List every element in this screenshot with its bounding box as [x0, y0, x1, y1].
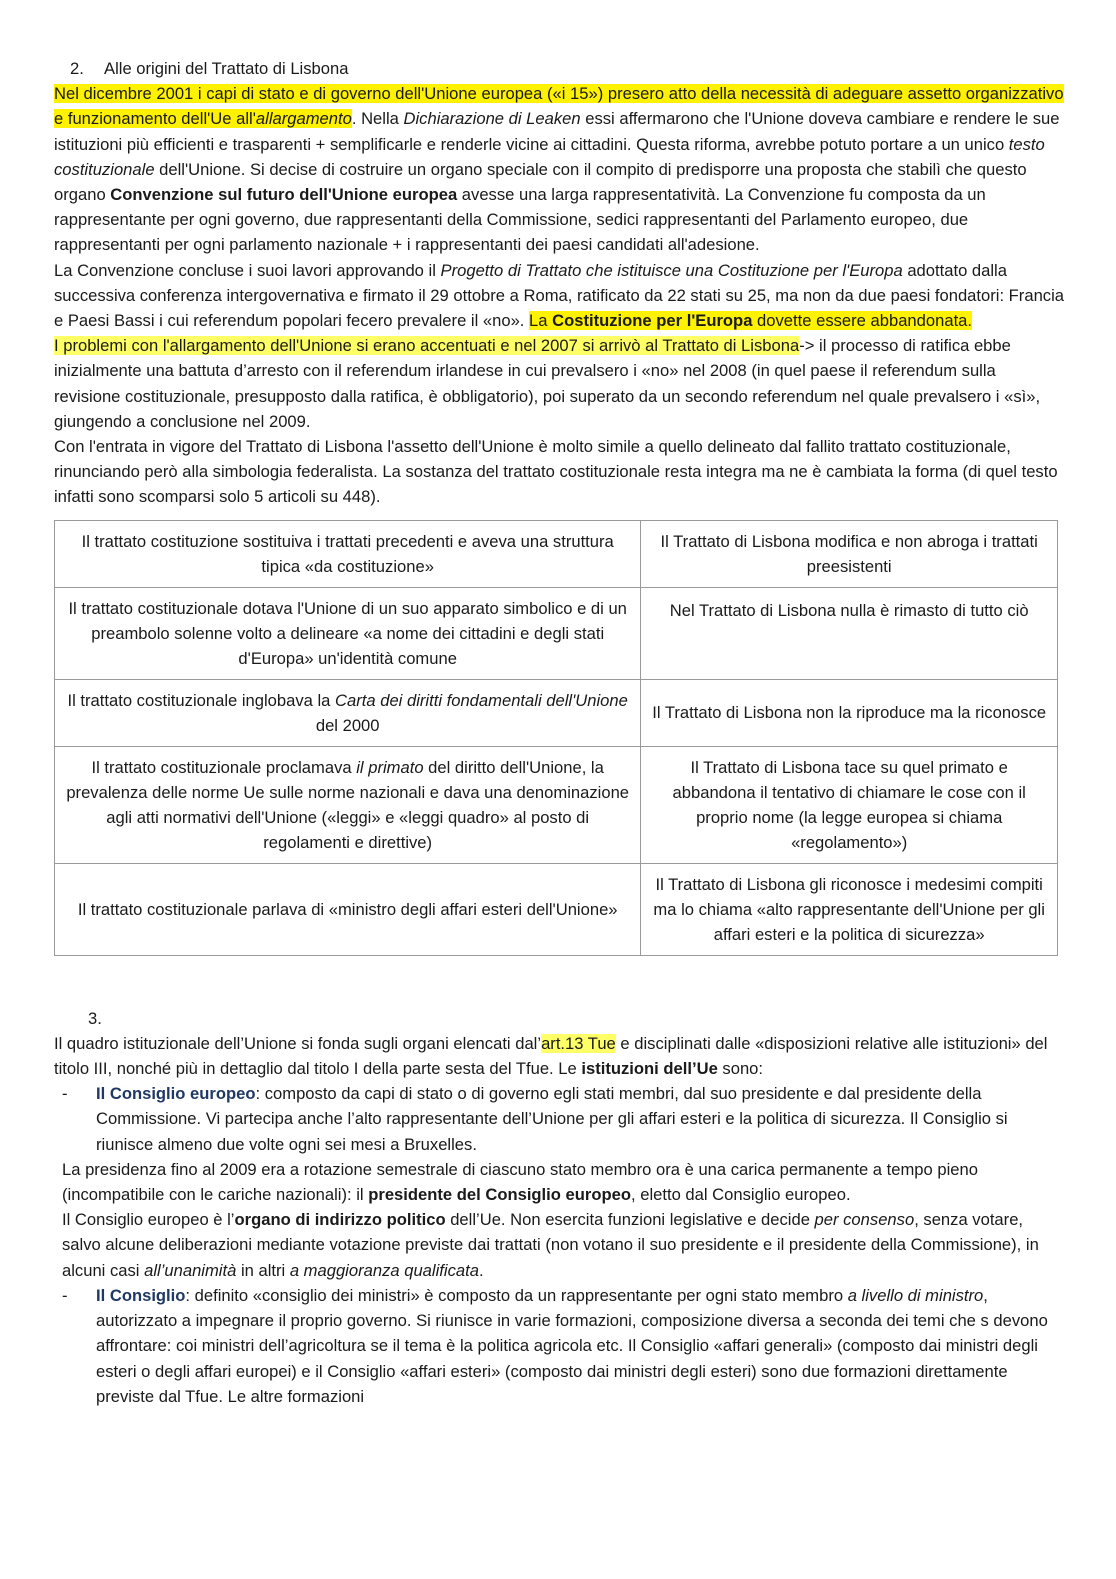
paragraph-istituzioni: [54, 1031, 1064, 1081]
text: del 2000: [315, 715, 380, 735]
table-cell: Il trattato costituzionale dotava l'Unione di un suo apparato simbolico e di un preambolo solenne volto a delineare «a nome dei cittadini e degli stati d'Europa» un'identità comune: [55, 587, 641, 679]
text: : definito «consiglio dei ministri» è composto da un rappresentante per ogni stato membro: [185, 1285, 848, 1305]
text: Il trattato costituzionale proclamava: [91, 757, 357, 777]
table-cell: Il Trattato di Lisbona gli riconosce i medesimi compiti ma lo chiama «alto rappresentante dell'Unione per gli affari esteri e la politica di sicurezza»: [641, 863, 1058, 955]
highlight: art.13 Tue: [541, 1033, 616, 1053]
text: -> il processo di ratifica ebbe inizialmente una battuta d’arresto con il referendum irlandese in cui prevalsero i «no» nel 2008 (in quel paese il referendum sulla revisione costituzionale, presupposto dalla ratifica, è obbligatorio), poi superato da un secondo referendum nel quale prevalsero i «sì», giungendo a conclusione nel 2009.: [54, 336, 1041, 431]
paragraph-leaken: [54, 81, 1064, 257]
bold-term: presidente del Consiglio europeo: [368, 1185, 631, 1205]
table-cell: Nel Trattato di Lisbona nulla è rimasto di tutto ciò: [641, 587, 1058, 679]
text: e disciplinati dalle «disposizioni relative alle istituzioni» del titolo III, nonché più in dettaglio dal titolo I della parte sesta del Tfue. Le: [54, 1033, 1048, 1079]
paragraph-convenzione: [54, 258, 1064, 334]
italic-term: Progetto di Trattato che istituisce una Costituzione per l'Europa: [440, 260, 903, 280]
comparison-table: [54, 520, 1058, 956]
text: dell’Ue. Non esercita funzioni legislative e decide: [445, 1210, 815, 1230]
highlighted-text: La: [529, 311, 553, 331]
table-cell: Il trattato costituzione sostituiva i trattati precedenti e aveva una struttura tipica «da costituzione»: [55, 520, 641, 587]
bold-term: Convenzione sul futuro dell'Unione europea: [110, 185, 458, 205]
italic-term: il primato: [356, 757, 424, 777]
table-row: [55, 587, 1058, 679]
italic-term: a livello di ministro: [847, 1285, 984, 1305]
highlight: [529, 311, 972, 330]
table-cell: [55, 679, 641, 746]
paragraph-lisbona: [54, 333, 1064, 434]
text: , senza votare, salvo alcune deliberazioni mediante votazione previste dai trattati (non votano il suo presidente e il presidente della Commissione), in alcuni casi: [62, 1210, 1039, 1280]
section-number: 3.: [88, 1008, 102, 1028]
table-cell: Il Trattato di Lisbona tace su quel primato e abbandona il tentativo di chiamare le cose con il proprio nome (la legge europea si chiama «regolamento»): [641, 746, 1058, 863]
table-cell: Il Trattato di Lisbona non la riproduce ma la riconosce: [641, 679, 1058, 746]
table-row: [55, 863, 1058, 955]
italic-term: per consenso: [814, 1210, 915, 1230]
text: Il trattato costituzionale inglobava la: [67, 690, 336, 710]
text: , eletto dal Consiglio europeo.: [631, 1185, 851, 1205]
text: del diritto dell'Unione, la prevalenza delle norme Ue sulle norme nazionali e dava una denominazione agli atti normativi dell'Unione («leggi» e «leggi quadro» al posto di regolamenti e direttive): [66, 757, 630, 852]
table-cell: Il Trattato di Lisbona modifica e non abroga i trattati preesistenti: [641, 520, 1058, 587]
section-title: Alle origini del Trattato di Lisbona: [104, 59, 349, 78]
text: in altri: [236, 1260, 290, 1280]
table-cell: [55, 746, 641, 863]
list-dash: -: [62, 1285, 68, 1305]
bold-term: organo di indirizzo politico: [234, 1210, 446, 1230]
text: sono:: [717, 1059, 764, 1079]
text: : composto da capi di stato o di governo egli stati membri, dal suo presidente e dal presidente della Commissione. Vi partecipa anche l’alto rappresentante dell’Unione per gli affari esteri e la politica di sicurezza. Il Consiglio si riunisce almeno due volte ogni sei mesi a Bruxelles.: [96, 1084, 1008, 1154]
highlighted-text: dovette essere abbandonata.: [752, 311, 973, 331]
bold-term: Costituzione per l'Europa: [552, 311, 753, 331]
italic-term: all’unanimità: [144, 1260, 237, 1280]
italic-term: testo costituzionale: [54, 134, 1045, 179]
section-3: [54, 1006, 1064, 1409]
text: essi affermarono che l'Unione doveva cambiare e rendere le sue istituzioni più efficienti e trasparenti + semplificarle e renderle vicine ai cittadini. Questa riforma, avrebbe potuto portare a un unico: [54, 109, 1060, 154]
paragraph-presidenza: [54, 1157, 1064, 1207]
section-number: 2.: [70, 59, 84, 78]
text: , autorizzato a impegnare il proprio governo. Si riunisce in varie formazioni, composizione diversa a seconda dei temi che s devono affrontare: coi ministri dell’agricoltura se il tema è la politica agricola etc. Il Consiglio «affari generali» (composto dai ministri degli esteri o degli affari europei) e il Consiglio «affari esteri» (composto dai ministri degli esteri) sono due formazioni direttamente previste dal Tfue. Le altre formazioni: [96, 1285, 1048, 1406]
paragraph-assetto: Con l'entrata in vigore del Trattato di Lisbona l'assetto dell'Unione è molto simile a quello delineato dal fallito trattato costituzionale, rinunciando però alla simbologia federalista. La sostanza del trattato costituzionale resta integra ma ne è cambiata la forma (di quel testo infatti sono scomparsi solo 5 articoli su 448).: [54, 437, 1058, 507]
highlighted-text: Nel dicembre 2001 i capi di stato e di governo dell'Unione europea («i 15») presero atto della necessità di adeguare assetto organizzativo e funzionamento dell'Ue all': [54, 84, 1064, 129]
section-2-heading: [54, 56, 1064, 81]
italic-term: a maggioranza qualificata: [289, 1260, 479, 1280]
text: . Nella: [351, 109, 404, 129]
list-item: [54, 1283, 1064, 1409]
list-item-text: [96, 1283, 1064, 1409]
term: Il Consiglio: [96, 1285, 186, 1305]
bold-term: istituzioni dell’Ue: [581, 1059, 718, 1079]
table-cell: Il trattato costituzionale parlava di «ministro degli affari esteri dell'Unione»: [55, 863, 641, 955]
table-row: [55, 746, 1058, 863]
text: La Convenzione concluse i suoi lavori approvando il: [54, 260, 441, 280]
term: Il Consiglio europeo: [96, 1084, 256, 1104]
text: avesse una larga rappresentatività. La Convenzione fu composta da un rappresentante per ogni governo, due rappresentanti della Commissione, sedici rappresentanti del Parlamento europeo, due rappresentanti per ogni parlamento nazionale + i rappresentanti dei paesi candidati all'adesione.: [54, 185, 986, 255]
paragraph-indirizzo: [54, 1207, 1064, 1283]
highlight: I problemi con l'allargamento dell'Unione si erano accentuati e nel 2007 si arrivò al Trattato di Lisbona: [54, 336, 800, 356]
table-row: [55, 679, 1058, 746]
text: adottato dalla successiva conferenza intergovernativa e firmato il 29 ottobre a Roma, ratificato da 22 stati su 25, ma non da due paesi fondatori: Francia e Paesi Bassi i cui referendum popolari fecero prevalere il «no».: [54, 260, 1065, 331]
text: Il Consiglio europeo è l’: [62, 1210, 235, 1230]
table-row: [55, 520, 1058, 587]
text: .: [478, 1260, 484, 1280]
list-item: [54, 1081, 1064, 1157]
italic-term: allargamento: [255, 109, 352, 129]
text: Il quadro istituzionale dell’Unione si fonda sugli organi elencati dal’: [54, 1033, 542, 1053]
italic-term: Dichiarazione di Leaken: [403, 109, 581, 129]
text: dell'Unione. Si decise di costruire un organo speciale con il compito di predisporre una proposta che stabilì che questo organo: [54, 159, 1027, 205]
list-dash: -: [62, 1084, 68, 1104]
text: La presidenza fino al 2009 era a rotazione semestrale di ciascuno stato membro ora è una carica permanente a tempo pieno (incompatibile con le cariche nazionali): il: [62, 1159, 978, 1205]
list-item-text: [96, 1081, 1064, 1157]
document-page: [54, 56, 1064, 1409]
italic-term: Carta dei diritti fondamentali dell'Unione: [335, 690, 628, 710]
